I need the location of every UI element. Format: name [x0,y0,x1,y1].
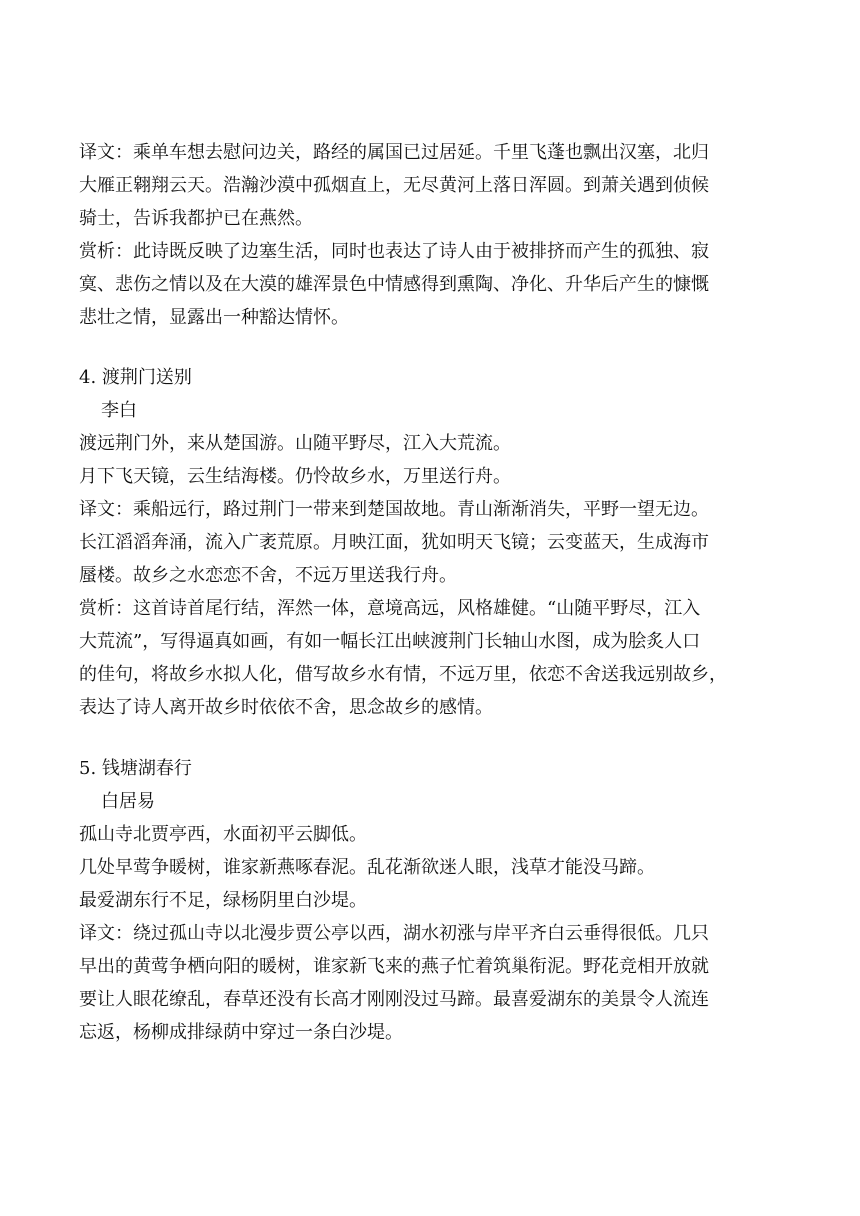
text-line: 蜃楼。故乡之水恋恋不舍，不远万里送我行舟。 [79,565,457,586]
poem-author: 李白 [101,400,137,421]
text-line: 骑士，告诉我都护已在燕然。 [79,208,313,229]
text-line: 悲壮之情，显露出一种豁达情怀。 [79,307,349,328]
text-line: 的佳句，将故乡水拟人化，借写故乡水有情，不远万里，依恋不舍送我远别故乡， [79,664,727,685]
text-line: 大雁正翱翔云天。浩瀚沙漠中孤烟直上，无尽黄河上落日浑圆。到萧关遇到侦候 [79,175,709,196]
poem-title: 5. 钱塘湖春行 [79,758,192,779]
poem-line: 孤山寺北贾亭西，水面初平云脚低。 [79,824,367,845]
section-4-translation [79,493,799,592]
document-page [79,136,799,1049]
text-line: 早出的黄莺争栖向阳的暖树，谁家新飞来的燕子忙着筑巢衔泥。野花竞相开放就 [79,956,709,977]
poem-line: 渡远荆门外，来从楚国游。山随平野尽，江入大荒流。 [79,433,511,454]
poem-title: 4. 渡荆门送别 [79,367,192,388]
text-line: 大荒流”，写得逼真如画，有如一幅长江出峡渡荆门长轴山水图，成为脍炙人口 [79,631,701,652]
text-line: 长江滔滔奔涌，流入广袤荒原。月映江面，犹如明天飞镜；云变蓝天，生成海市 [79,532,709,553]
poem-line: 月下飞天镜，云生结海楼。仍怜故乡水，万里送行舟。 [79,466,511,487]
text-line: 赏析：这首诗首尾行结，浑然一体，意境高远，风格雄健。“山随平野尽，江入 [79,598,701,619]
poem-line: 最爱湖东行不足，绿杨阴里白沙堤。 [79,890,367,911]
poem-line: 几处早莺争暖树，谁家新燕啄春泥。乱花渐欲迷人眼，浅草才能没马蹄。 [79,857,655,878]
section-3-translation [79,136,799,235]
text-line: 表达了诗人离开故乡时依依不舍，思念故乡的感情。 [79,697,493,718]
text-line: 赏析：此诗既反映了边塞生活，同时也表达了诗人由于被排挤而产生的孤独、寂 [79,241,709,262]
section-4-appreciation [79,592,799,724]
section-4 [79,361,799,724]
paragraph-spacer [79,334,799,361]
text-line: 译文：乘单车想去慰问边关，路经的属国已过居延。千里飞蓬也飘出汉塞，北归 [79,142,709,163]
text-line: 忘返，杨柳成排绿荫中穿过一条白沙堤。 [79,1022,403,1043]
section-5 [79,752,799,1049]
text-line: 寞、悲伤之情以及在大漠的雄浑景色中情感得到熏陶、净化、升华后产生的慷慨 [79,274,709,295]
section-3-appreciation [79,235,799,334]
poem-author: 白居易 [101,791,155,812]
text-line: 译文：乘船远行，路过荆门一带来到楚国故地。青山渐渐消失，平野一望无边。 [79,499,709,520]
text-line: 要让人眼花缭乱，春草还没有长高才刚刚没过马蹄。最喜爱湖东的美景令人流连 [79,989,709,1010]
text-line: 译文：绕过孤山寺以北漫步贾公亭以西，湖水初涨与岸平齐白云垂得很低。几只 [79,923,709,944]
section-5-translation [79,917,799,1049]
paragraph-spacer [79,724,799,752]
